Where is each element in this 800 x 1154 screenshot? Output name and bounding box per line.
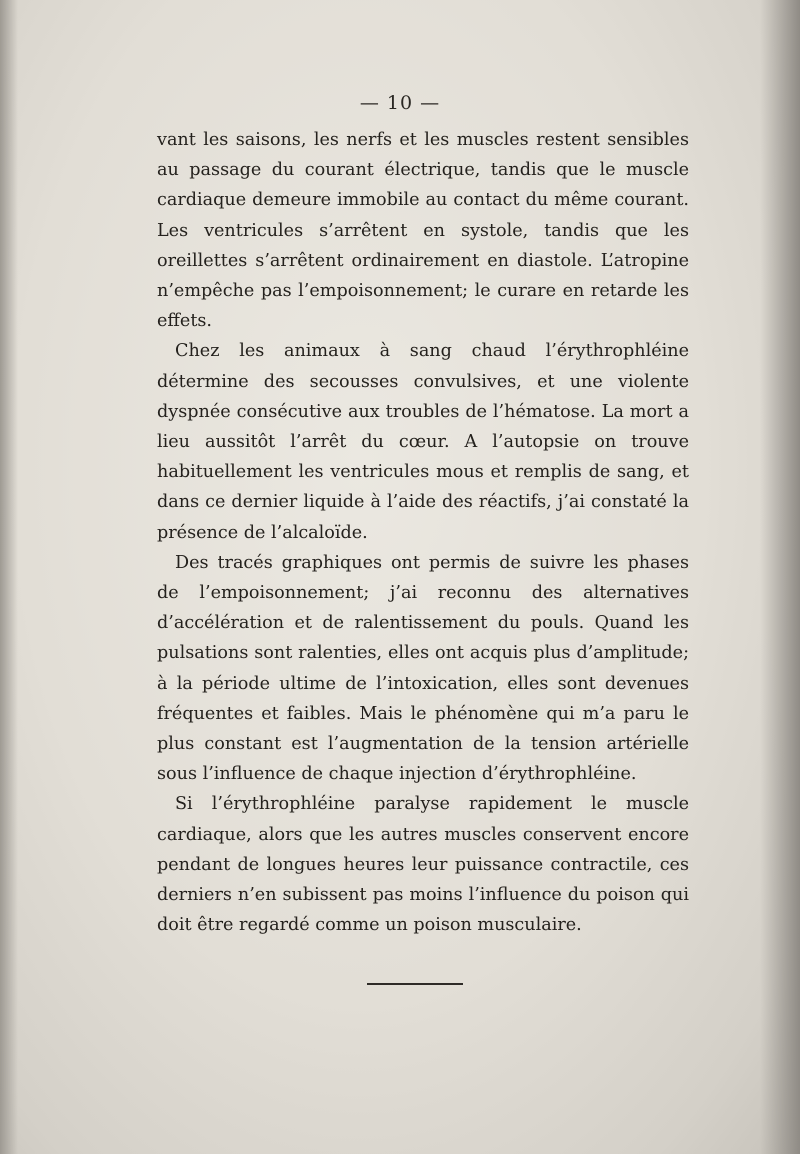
paragraph-4: Si l’érythrophléine paralyse rapidement le muscle cardiaque, alors que les autres muscles conservent encore pendant de longues heures leur puissance contractile, ces derniers n’en subissent pas moins l’influence du poison qui doit être regardé comme un poison musculaire. — [157, 794, 689, 936]
end-rule-divider — [367, 983, 463, 985]
paragraph-1: vant les saisons, les nerfs et les muscles restent sensibles au passage du courant électrique, tandis que le muscle cardiaque demeure immobile au contact du même courant. Les ventricules s’arrêtent en systole, tandis que les oreillettes s’arrêtent ordinairement en diastole. L’atropine n’empêche pas l’empoisonnement; le curare en retarde les effets. — [157, 130, 689, 332]
paragraph-3: Des tracés graphiques ont permis de suivre les phases de l’empoisonnement; j’ai reconnu des alternatives d’accélération et de ralentissement du pouls. Quand les pulsations sont ralenties, elles ont acquis plus d’amplitude; à la période ultime de l’intoxication, elles sont devenues fréquentes et faibles. Mais le phénomène qui m’a paru le plus constant est l’augmentation de la tension artérielle sous l’influence de chaque injection d’érythrophléine. — [157, 552, 689, 785]
body-text — [157, 125, 689, 940]
paragraph-2: Chez les animaux à sang chaud l’érythrophléine détermine des secousses convulsives, et une violente dyspnée consécutive aux troubles de l’hématose. La mort a lieu aussitôt l’arrêt du cœur. A l’autopsie on trouve habituellement les ventricules mous et remplis de sang, et dans ce dernier liquide à l’aide des réactifs, j’ai constaté la présence de l’alcaloïde. — [157, 341, 689, 543]
page-gutter-shadow — [0, 0, 18, 1154]
page-number: — 10 — — [359, 92, 441, 114]
page-edge-shadow — [760, 0, 800, 1154]
